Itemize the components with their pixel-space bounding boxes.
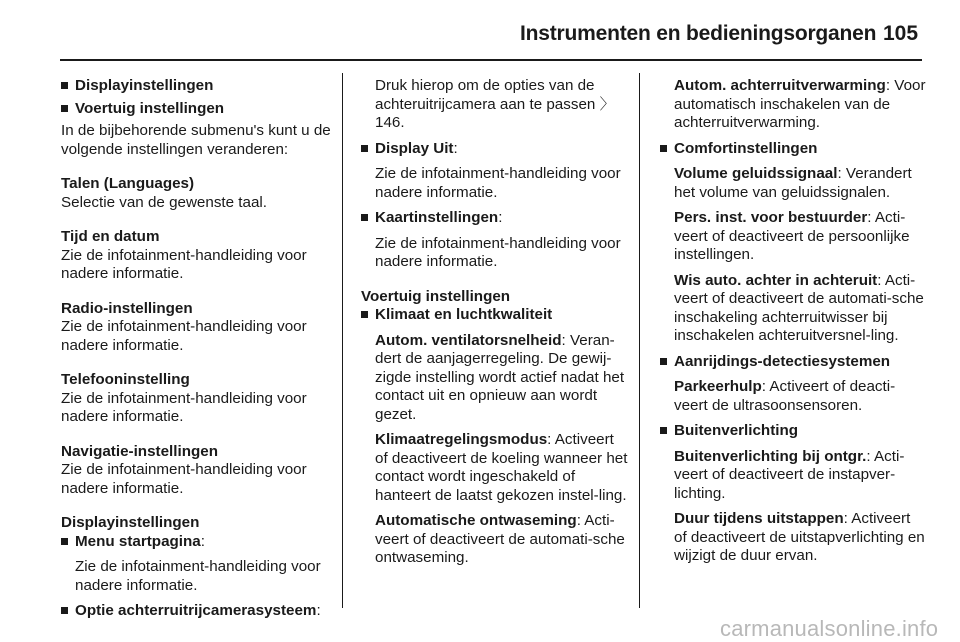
section-text: Zie de infotainment-handleiding voor nadere informatie. xyxy=(61,389,307,425)
bullet-item: Klimaat en luchtkwaliteit xyxy=(361,306,629,325)
bullet-term: Kaartinstellingen xyxy=(375,209,499,226)
bullet-text: Zie de infotainment-handleiding voor nadere informatie. xyxy=(75,558,321,594)
column-3 xyxy=(660,77,926,566)
bullet-item: Buitenverlichting xyxy=(660,422,926,441)
setting-item: Pers. inst. voor bestuurder: Acti-veert of deactiveert de persoonlijke instellingen. xyxy=(674,209,910,263)
watermark: carmanualsonline.info xyxy=(720,616,939,641)
section-heading: Displayinstellingen xyxy=(61,514,200,531)
section-text: Selectie van de gewenste taal. xyxy=(61,193,268,211)
page-title: Instrumenten en bedieningsorganen xyxy=(520,22,877,45)
bullet-item: Comfortinstellingen xyxy=(660,140,926,159)
setting-item: Autom. ventilatorsnelheid: Veran-dert de aanjagerregeling. De gewij-zigde instelling wordt actief nadat het contact uit en opnieuw aan wordt gezet. xyxy=(375,331,625,423)
section-heading: Telefooninstelling xyxy=(61,371,190,388)
bullet-term: Display Uit xyxy=(375,139,454,157)
setting-item: Automatische ontwaseming: Acti-veert of deactiveert de automati-sche ontwaseming. xyxy=(375,512,625,566)
bullet-text: Zie de infotainment-handleiding voor nadere informatie. xyxy=(375,234,621,270)
bullet-item: Voertuig instellingen xyxy=(61,100,333,119)
bullet-text: Zie de infotainment-handleiding voor nadere informatie. xyxy=(375,165,621,201)
page-ref-icon: 〉 xyxy=(599,95,615,113)
section-heading: Voertuig instellingen xyxy=(361,287,511,305)
header-divider xyxy=(60,59,922,61)
bullet-item: Optie achterruitrijcamerasysteem: xyxy=(61,602,333,621)
bullet-item: Aanrijdings-detectiesystemen xyxy=(660,353,926,372)
setting-item: Wis auto. achter in achteruit: Acti-veert of deactiveert de automati-sche inschakeling achterruitwisser bij inschakelen achteruitversnel-ling. xyxy=(674,271,924,344)
camera-text: Druk hierop om de opties van de achteruitrijcamera aan te passen 〉 146. xyxy=(375,77,615,131)
section-heading: Talen (Languages) xyxy=(61,175,195,192)
bullet-item: Menu startpagina: xyxy=(61,533,333,552)
section-text: Zie de infotainment-handleiding voor nadere informatie. xyxy=(61,461,307,497)
column-1 xyxy=(61,77,333,621)
setting-item: Autom. achterruitverwarming: Voor automatisch inschakelen van de achterruitverwarming. xyxy=(674,77,926,131)
bullet-item: Displayinstellingen xyxy=(61,77,333,96)
section-heading: Radio-instellingen xyxy=(61,299,193,317)
setting-item: Buitenverlichting bij ontgr.: Acti-veert of deactiveert de instapver-lichting. xyxy=(674,447,905,502)
section-text: Zie de infotainment-handleiding voor nadere informatie. xyxy=(61,318,307,354)
setting-item: Duur tijdens uitstappen: Activeert of deactiveert de uitstapverlichting en wijzigt de duur ervan. xyxy=(674,510,925,564)
setting-item: Volume geluidssignaal: Verandert het volume van geluidssignalen. xyxy=(674,165,912,201)
bullet-term: Menu startpagina xyxy=(75,532,201,550)
column-divider-1 xyxy=(342,73,343,608)
section-heading: Tijd en datum xyxy=(61,228,160,245)
column-divider-2 xyxy=(639,73,640,608)
section-text: Zie de infotainment-handleiding voor nadere informatie. xyxy=(61,246,307,282)
bullet-term: Optie achterruitrijcamerasysteem xyxy=(75,602,317,619)
page-number: 105 xyxy=(883,22,919,45)
section-heading: Navigatie-instellingen xyxy=(61,442,218,460)
setting-item: Klimaatregelingsmodus: Activeert of deactiveert de koeling wanneer het contact wordt ingeschakeld of hanteert de laatst gekozen instel-ling. xyxy=(375,431,628,504)
intro-text: In de bijbehorende submenu's kunt u de volgende instellingen veranderen: xyxy=(61,122,331,158)
setting-item: Parkeerhulp: Activeert of deacti-veert de ultrasoonsensoren. xyxy=(674,378,896,414)
bullet-item: Kaartinstellingen: xyxy=(361,209,629,228)
bullet-item: Display Uit: xyxy=(361,140,629,159)
column-2 xyxy=(361,77,629,568)
